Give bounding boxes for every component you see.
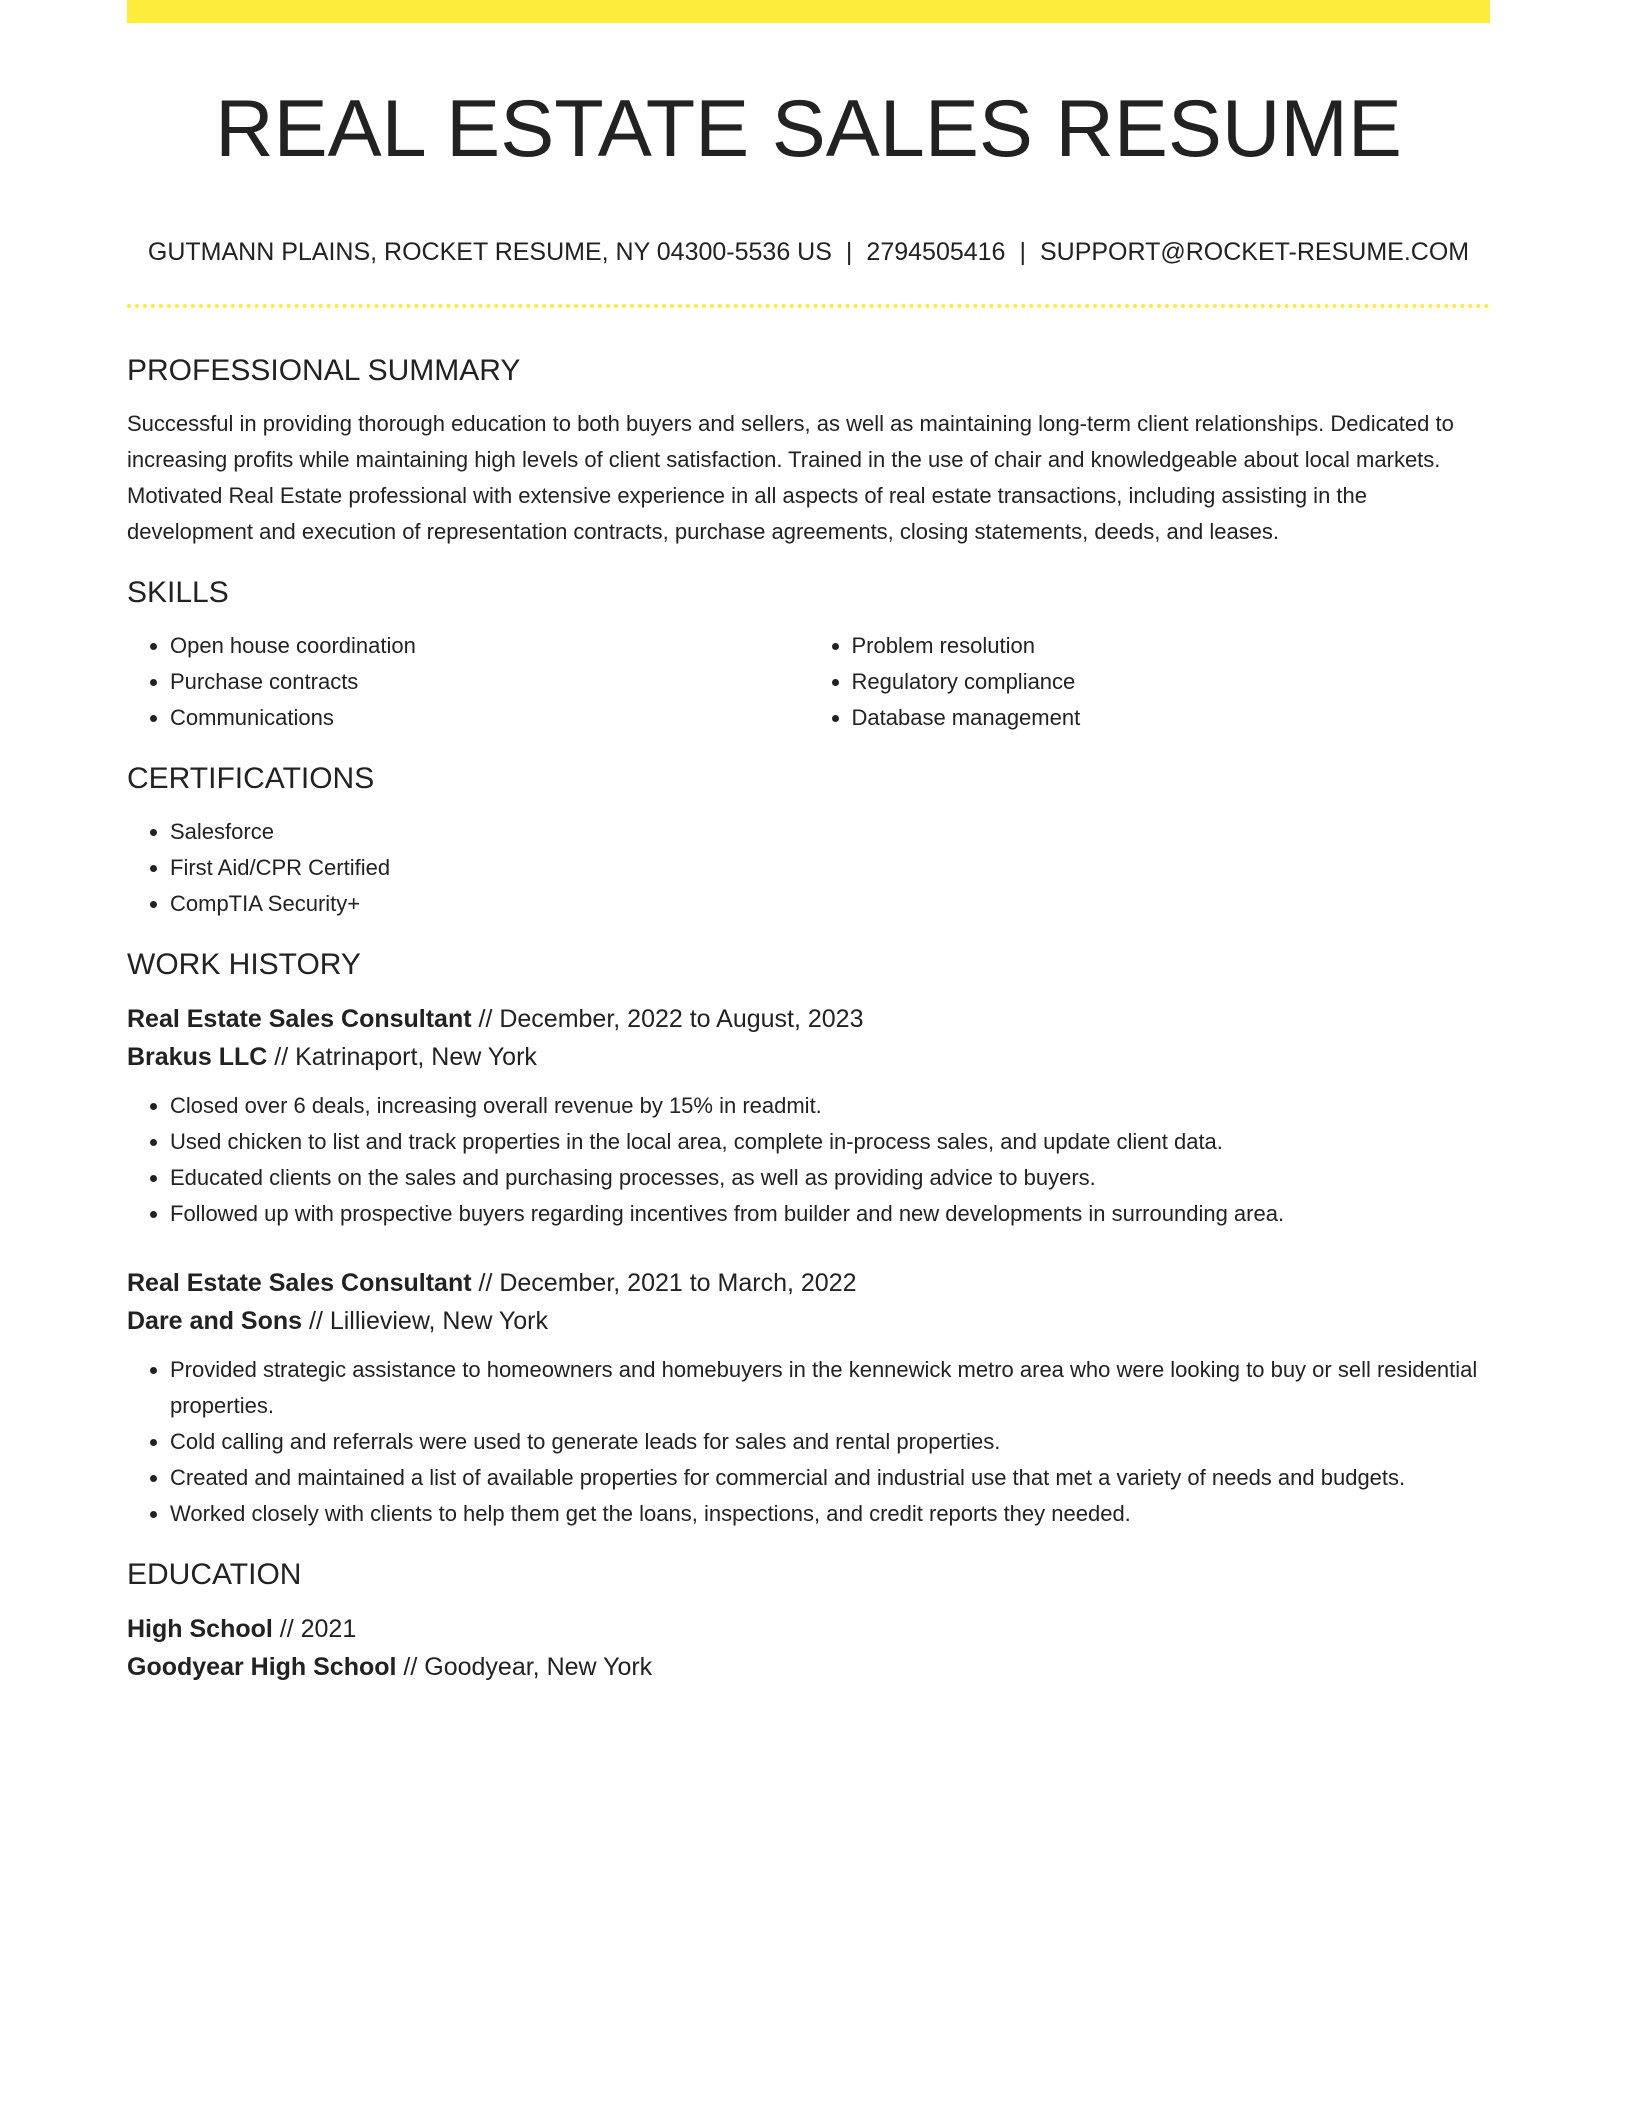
job-dates: // December, 2021 to March, 2022	[471, 1269, 857, 1297]
education-year: // 2021	[272, 1615, 357, 1643]
job-entry	[127, 1000, 1490, 1232]
section-heading: SKILLS	[127, 576, 229, 609]
job-bullet: • Used chicken to list and track properties in the local area, complete in-process sales, and update client data.	[170, 1124, 1490, 1160]
contact-line	[127, 234, 1490, 270]
professional-summary-section	[127, 350, 1490, 550]
job-bullet: • Created and maintained a list of available properties for commercial and industrial use that met a variety of needs and budgets.	[170, 1460, 1490, 1496]
skill-item: • Regulatory compliance	[852, 664, 1491, 700]
certification-item: • First Aid/CPR Certified	[170, 850, 1490, 886]
job-title-line	[127, 1000, 1490, 1038]
summary-text: Successful in providing thorough education to both buyers and sellers, as well as maintaining long-term client relationships. Dedicated to increasing profits while maintaining high levels of client satisfaction. Trained in the use of chair and knowledgeable about local markets. Motivated Real Estate professional with extensive experience in all aspects of real estate transactions, including assisting in the development and execution of representation contracts, purchase agreements, closing statements, deeds, and leases.	[127, 411, 1454, 544]
skills-columns	[127, 628, 1490, 736]
job-dates: // December, 2022 to August, 2023	[471, 1005, 864, 1033]
section-heading: CERTIFICATIONS	[127, 762, 375, 795]
job-bullet: • Closed over 6 deals, increasing overall revenue by 15% in readmit.	[170, 1088, 1490, 1124]
job-bullets	[127, 1088, 1490, 1232]
job-location: // Katrinaport, New York	[267, 1043, 537, 1071]
job-bullet: • Worked closely with clients to help them get the loans, inspections, and credit reports they needed.	[170, 1496, 1490, 1532]
skills-list-left	[127, 628, 809, 736]
resume-sections	[127, 350, 1490, 1686]
education-location: // Goodyear, New York	[396, 1653, 653, 1681]
education-section	[127, 1554, 1490, 1686]
education-degree: High School	[127, 1615, 273, 1643]
job-company-line	[127, 1038, 1490, 1076]
skill-item: • Database management	[852, 700, 1491, 736]
job-entry	[127, 1264, 1490, 1532]
contact-phone: 2794505416	[866, 238, 1006, 266]
job-title: Real Estate Sales Consultant	[127, 1269, 472, 1297]
contact-separator: |	[845, 238, 853, 266]
job-title-line	[127, 1264, 1490, 1302]
contact-address: GUTMANN PLAINS, ROCKET RESUME, NY 04300-5536 US	[147, 238, 832, 266]
skill-item: • Communications	[170, 700, 809, 736]
top-accent-bar	[127, 0, 1490, 23]
job-bullets	[127, 1352, 1490, 1532]
job-company: Dare and Sons	[127, 1307, 303, 1335]
section-heading: WORK HISTORY	[127, 948, 361, 981]
job-bullet: • Educated clients on the sales and purchasing processes, as well as providing advice to buyers.	[170, 1160, 1490, 1196]
certification-item: • Salesforce	[170, 814, 1490, 850]
certifications-section	[127, 758, 1490, 922]
skills-list-right	[809, 628, 1491, 736]
certification-item: • CompTIA Security+	[170, 886, 1490, 922]
dotted-divider	[127, 304, 1490, 308]
education-degree-line	[127, 1610, 1490, 1648]
work-history-section	[127, 944, 1490, 1532]
section-heading: EDUCATION	[127, 1558, 302, 1591]
resume-title: REAL ESTATE SALES RESUME	[215, 84, 1402, 174]
job-company-line	[127, 1302, 1490, 1340]
skill-item: • Purchase contracts	[170, 664, 809, 700]
skill-item: • Open house coordination	[170, 628, 809, 664]
contact-separator: |	[1019, 238, 1026, 266]
job-bullet: • Provided strategic assistance to homeowners and homebuyers in the kennewick metro area who were looking to buy or sell residential properties.	[170, 1352, 1490, 1424]
section-heading: PROFESSIONAL SUMMARY	[127, 354, 521, 387]
education-entry	[127, 1610, 1490, 1686]
skills-section	[127, 572, 1490, 736]
job-title: Real Estate Sales Consultant	[127, 1005, 472, 1033]
job-bullet: • Followed up with prospective buyers regarding incentives from builder and new developments in surrounding area.	[170, 1196, 1490, 1232]
job-location: // Lillieview, New York	[302, 1307, 549, 1335]
job-company: Brakus LLC	[127, 1043, 268, 1071]
education-school-line	[127, 1648, 1490, 1686]
job-bullet: • Cold calling and referrals were used to generate leads for sales and rental properties.	[170, 1424, 1490, 1460]
skill-item: • Problem resolution	[852, 628, 1491, 664]
certifications-list	[127, 814, 1490, 922]
education-school: Goodyear High School	[127, 1653, 397, 1681]
contact-email: SUPPORT@ROCKET-RESUME.COM	[1039, 238, 1470, 266]
